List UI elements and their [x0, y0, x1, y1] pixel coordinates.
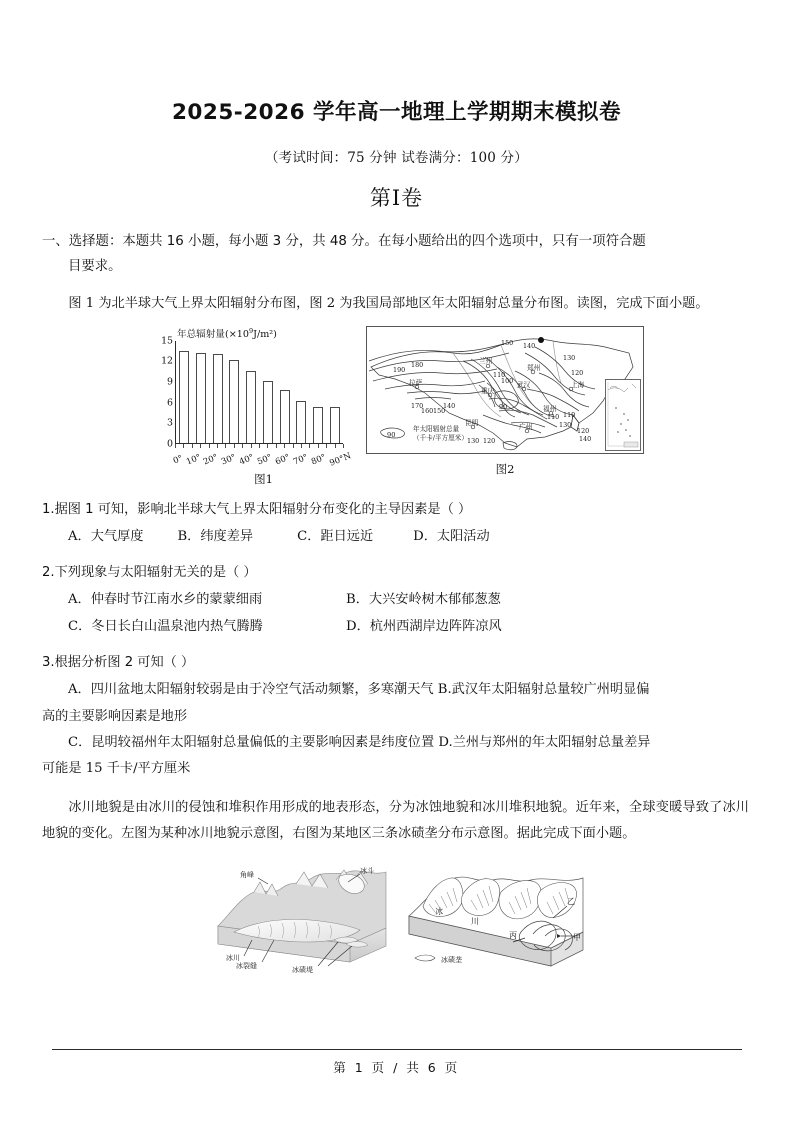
- question-1-stem: [42, 497, 749, 522]
- svg-text:（千卡/平方厘米）: （千卡/平方厘米）: [413, 433, 468, 442]
- chart-bar-cell: [176, 341, 193, 443]
- question-2-option-a[interactable]: A．仲春时节江南水乡的蒙蒙细雨: [68, 592, 263, 608]
- glacier-right-legend-label: 冰碛垄: [441, 955, 462, 964]
- chart-x-tick: [234, 444, 235, 448]
- question-3-options: [42, 677, 749, 783]
- chart-x-tick: [284, 444, 285, 448]
- question-3-number: 3.: [42, 655, 55, 671]
- svg-text:140: 140: [579, 434, 592, 443]
- exam-content: [0, 230, 793, 986]
- chart-x-tick: [318, 444, 319, 448]
- chart-bar-cell: [260, 341, 277, 443]
- chart-x-tick: [267, 444, 268, 448]
- chart-bar: [179, 351, 189, 443]
- svg-text:130: 130: [467, 436, 480, 445]
- chart-bar: [196, 353, 206, 443]
- question-3-option-line-4[interactable]: 可能是 15 千卡/平方厘米: [42, 761, 191, 777]
- svg-text:190: 190: [393, 365, 406, 374]
- instructions-block: [42, 230, 749, 280]
- glacier-right-label-river: 川: [471, 916, 479, 926]
- glacier-left-label-moraine: 冰碛堤: [292, 965, 313, 974]
- glacier-left-label-crevasse: 冰裂缝: [236, 961, 257, 970]
- svg-text:130: 130: [559, 420, 572, 429]
- chart-x-tick-label: 20°: [202, 451, 220, 467]
- question-1-stem-text: 据图 1 可知，影响北半球大气上界太阳辐射分布变化的主导因素是（ ）: [54, 501, 472, 517]
- chart-x-tick-label: 70°: [291, 451, 310, 467]
- chart-bar: [280, 390, 290, 443]
- chart-bar: [330, 407, 340, 443]
- svg-text:110: 110: [493, 370, 506, 379]
- svg-text:重庆: 重庆: [481, 386, 495, 395]
- chart-x-tick: [209, 444, 210, 448]
- page-footer: [0, 1049, 793, 1076]
- glacier-landform-left-figure: [200, 858, 395, 986]
- figure-2-map: [366, 326, 644, 477]
- chart-x-tick-label: 80°: [309, 451, 327, 467]
- svg-text:170: 170: [411, 401, 424, 410]
- glacier-left-svg: [200, 858, 395, 986]
- question-1-option-c[interactable]: C．距日远近: [297, 528, 374, 544]
- glacier-moraine-right-figure: [401, 858, 591, 986]
- svg-text:150: 150: [501, 338, 514, 347]
- question-3-stem: [42, 650, 749, 675]
- chart-x-tick: [217, 444, 218, 448]
- chart-y-axis-label-suffix: J/m²): [253, 328, 277, 340]
- question-2-option-d[interactable]: D．杭州西湖岸边阵阵凉风: [346, 618, 502, 634]
- glacier-right-label-bing: 丙: [509, 930, 517, 940]
- svg-text:140: 140: [443, 401, 456, 410]
- map-svg: [367, 327, 644, 454]
- question-2-option-c[interactable]: C．冬日长白山温泉池内热气腾腾: [68, 618, 263, 634]
- chart-bar-cell: [310, 341, 327, 443]
- svg-text:年太阳辐射总量: 年太阳辐射总量: [413, 424, 460, 433]
- chart-x-tick: [183, 444, 184, 448]
- svg-text:120: 120: [571, 368, 584, 377]
- chart-x-tick: [326, 444, 327, 448]
- chart-bar: [296, 401, 306, 443]
- svg-text:郑州: 郑州: [527, 363, 541, 372]
- question-2-number: 2.: [42, 565, 55, 581]
- chart-y-axis-label-prefix: 年总辐射量(×10: [177, 328, 249, 340]
- section-heading: 第I卷: [369, 185, 424, 210]
- footer-divider: [52, 1049, 742, 1050]
- question-2-option-b[interactable]: B．大兴安岭树木郁郁葱葱: [346, 592, 501, 608]
- figure-1-caption: 图1: [254, 471, 273, 486]
- chart-plot-area: [175, 341, 343, 444]
- chart-bar-cell: [276, 341, 293, 443]
- chart-y-axis-label: [177, 326, 362, 340]
- figure-row-solar: [42, 326, 749, 487]
- chart-y-tick: 15: [161, 335, 173, 347]
- page-number: 第 1 页 / 共 6 页: [333, 1060, 460, 1075]
- chart-x-tick: [293, 444, 294, 448]
- svg-text:上海: 上海: [571, 380, 585, 389]
- question-2-options: [42, 587, 749, 640]
- svg-text:兰州: 兰州: [479, 356, 493, 365]
- chart-bar-cell: [226, 341, 243, 443]
- question-3-option-line-2[interactable]: 高的主要影响因素是地形: [42, 708, 188, 724]
- question-2-stem-text: 下列现象与太阳辐射无关的是（ ）: [54, 565, 257, 581]
- chart-x-tick: [343, 444, 344, 448]
- svg-text:150: 150: [433, 406, 446, 415]
- chart-x-axis-ticks: [175, 444, 343, 453]
- glacier-right-svg: [401, 858, 591, 986]
- chart-x-tick-label: 30°: [220, 451, 238, 467]
- question-1-number: 1.: [42, 501, 55, 517]
- chart-bar: [263, 381, 273, 443]
- question-2: [42, 560, 749, 640]
- chart-x-tick: [225, 444, 226, 448]
- question-3-stem-text: 根据分析图 2 可知（ ）: [54, 655, 195, 671]
- glacier-left-label-cirque: 冰斗: [360, 866, 374, 875]
- chart-x-tick: [301, 444, 302, 448]
- instructions-line-2: 目要求。: [68, 258, 122, 274]
- question-2-stem: [42, 560, 749, 585]
- page-title: 2025-2026 学年高一地理上学期期末模拟卷: [171, 100, 622, 125]
- chart-y-axis-ticks: [155, 335, 175, 450]
- chart-x-tick: [309, 444, 310, 448]
- chart-y-tick: 9: [167, 376, 173, 388]
- chart-x-tick-label: 60°: [273, 451, 292, 467]
- svg-text:140: 140: [523, 341, 536, 350]
- chart-bar: [213, 354, 223, 443]
- chart-x-tick-label: 10°: [184, 451, 202, 467]
- map-frame: [366, 326, 644, 454]
- svg-text:120: 120: [577, 426, 590, 435]
- passage-solar: 图 1 为北半球大气上界太阳辐射分布图，图 2 为我国局部地区年太阳辐射总量分布图。读图，完成下面小题。: [68, 296, 709, 312]
- passage-glacier: 冰川地貌是由冰川的侵蚀和堆积作用形成的地表形态，分为冰蚀地貌和冰川堆积地貌。近年来，全球变暖导致了冰川地貌的变化。左图为某种冰川地貌示意图，右图为某地区三条冰碛垄分布示意图。据此完成下面小题。: [42, 799, 749, 842]
- svg-text:160: 160: [421, 406, 434, 415]
- glacier-right-label-yi: 乙: [567, 896, 575, 906]
- chart-bar: [246, 371, 256, 442]
- map-inset-south-china-sea: [605, 379, 641, 451]
- question-1-option-b[interactable]: B．纬度差异: [177, 528, 254, 544]
- figure-2-caption: 图2: [495, 461, 515, 476]
- svg-text:90: 90: [499, 402, 508, 411]
- chart-x-tick: [259, 444, 260, 448]
- svg-text:130: 130: [563, 353, 576, 362]
- figure-1-bar-chart: [147, 326, 362, 487]
- question-1-option-d[interactable]: D．太阳活动: [413, 528, 490, 544]
- chart-bar-cell: [243, 341, 260, 443]
- chart-x-tick: [200, 444, 201, 448]
- chart-y-tick: 0: [167, 438, 173, 450]
- chart-y-axis-label-exponent: 9: [248, 326, 254, 335]
- svg-text:180: 180: [411, 360, 424, 369]
- chart-bars: [176, 341, 343, 443]
- svg-text:110: 110: [563, 410, 576, 419]
- glacier-left-label-horn: 角峰: [240, 870, 254, 879]
- chart-bar-cell: [193, 341, 210, 443]
- question-3-option-line-3[interactable]: C．昆明较福州年太阳辐射总量偏低的主要影响因素是纬度位置 D.兰州与郑州的年太阳辐射总量差异: [68, 735, 651, 751]
- chart-x-tick-label: 40°: [237, 451, 256, 467]
- question-3: [42, 650, 749, 783]
- chart-y-tick: 6: [167, 397, 173, 409]
- chart-x-tick-label: 0°: [171, 452, 185, 466]
- svg-text:90: 90: [387, 430, 396, 439]
- chart-x-tick: [242, 444, 243, 448]
- chart-x-tick: [335, 444, 336, 448]
- chart-x-tick: [192, 444, 193, 448]
- chart-x-tick: [175, 444, 176, 448]
- chart-bar: [229, 360, 239, 442]
- chart-bar-cell: [209, 341, 226, 443]
- instructions-line-1: 一、选择题：本题共 16 小题，每小题 3 分，共 48 分。在每小题给出的四个选项中，只有一项符合题: [42, 233, 646, 249]
- svg-text:100: 100: [501, 376, 514, 385]
- exam-subtitle: （考试时间：75 分钟 试卷满分：100 分）: [265, 149, 528, 166]
- question-1: [42, 497, 749, 550]
- chart-x-tick-label: 90°N: [327, 450, 352, 468]
- chart-x-tick: [276, 444, 277, 448]
- svg-text:福州: 福州: [543, 404, 557, 413]
- question-3-option-line-1[interactable]: A．四川盆地太阳辐射较弱是由于冷空气活动频繁，多寒潮天气 B.武汉年太阳辐射总量较广州明显偏: [68, 682, 650, 698]
- question-1-option-a[interactable]: A．大气厚度: [68, 528, 144, 544]
- svg-text:110: 110: [547, 412, 560, 421]
- glacier-left-label-glacier: 冰川: [226, 953, 240, 962]
- question-1-options: [42, 524, 749, 550]
- svg-text:120: 120: [483, 436, 496, 445]
- svg-text:武汉: 武汉: [517, 380, 531, 389]
- chart-y-tick: 12: [161, 355, 173, 367]
- svg-text:昆明: 昆明: [465, 418, 479, 427]
- glacier-right-label-ice: 冰: [435, 906, 443, 916]
- svg-text:拉萨: 拉萨: [409, 378, 423, 387]
- map-capital-marker: [538, 337, 544, 343]
- figure-row-glacier: [42, 858, 749, 986]
- map-inset-svg: [606, 380, 640, 450]
- chart-bar-cell: [326, 341, 343, 443]
- glacier-right-label-jia: 甲: [573, 932, 581, 942]
- chart-x-tick-label: 50°: [255, 451, 274, 467]
- chart-bar-cell: [293, 341, 310, 443]
- chart-bar: [313, 407, 323, 443]
- chart-y-tick: 3: [167, 417, 173, 429]
- svg-text:广州: 广州: [519, 422, 533, 431]
- chart-x-axis-labels: [171, 450, 352, 468]
- chart-x-tick: [251, 444, 252, 448]
